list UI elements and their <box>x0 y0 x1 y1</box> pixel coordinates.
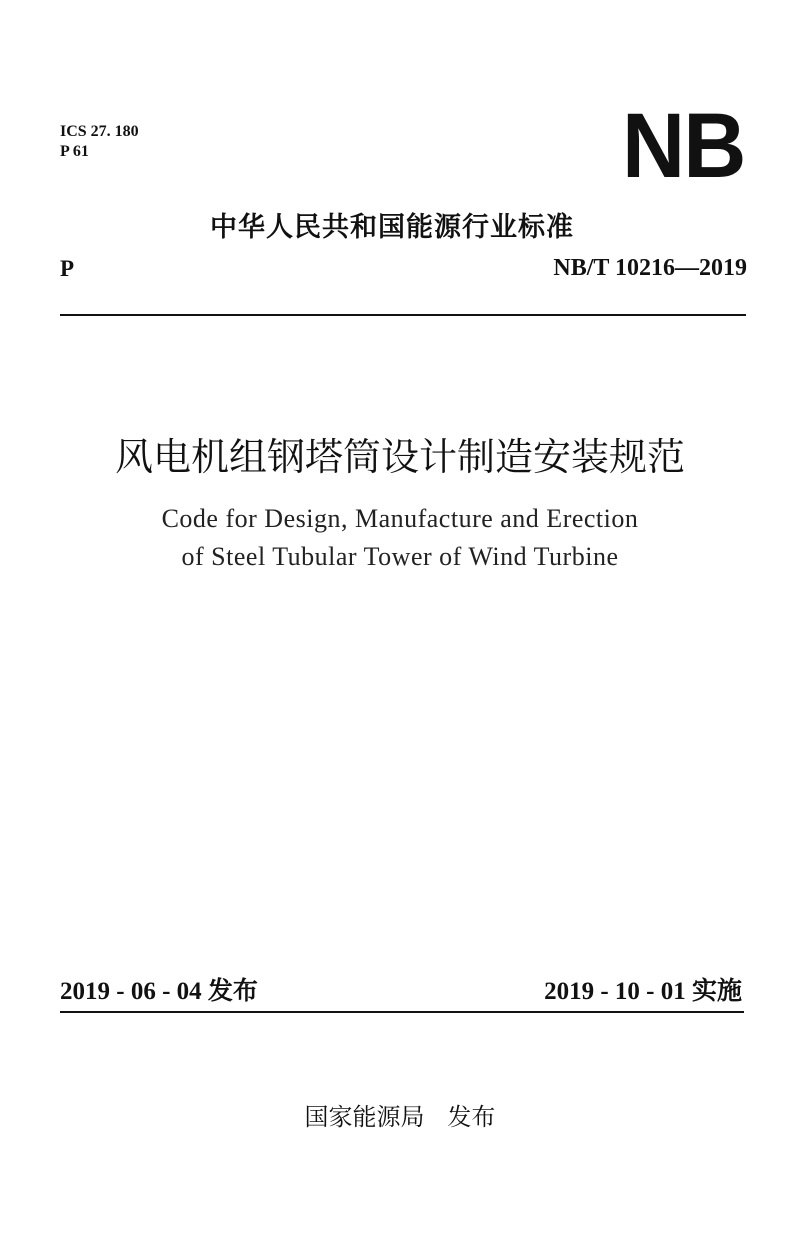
document-title-chinese: 风电机组钢塔筒设计制造安装规范 <box>114 435 685 479</box>
nb-logo: NB <box>622 95 745 197</box>
english-title-line-1: Code for Design, Manufacture and Erection <box>161 504 639 533</box>
category-code: P <box>60 256 75 281</box>
bottom-divider <box>60 1011 744 1013</box>
top-divider <box>60 314 746 316</box>
standard-number: NB/T 10216—2019 <box>553 255 747 281</box>
english-title-line-2: of Steel Tubular Tower of Wind Turbine <box>181 542 619 571</box>
classification-codes <box>60 122 139 162</box>
ics-code: ICS 27. 180 <box>60 123 139 140</box>
industry-standard-title: 中华人民共和国能源行业标准 <box>210 212 574 243</box>
publisher: 国家能源局 发布 <box>304 1103 496 1131</box>
issue-date: 2019 - 06 - 04 发布 <box>60 978 258 1005</box>
document-title-english <box>0 500 800 576</box>
implementation-date: 2019 - 10 - 01 实施 <box>544 978 742 1005</box>
class-code: P 61 <box>60 143 89 160</box>
